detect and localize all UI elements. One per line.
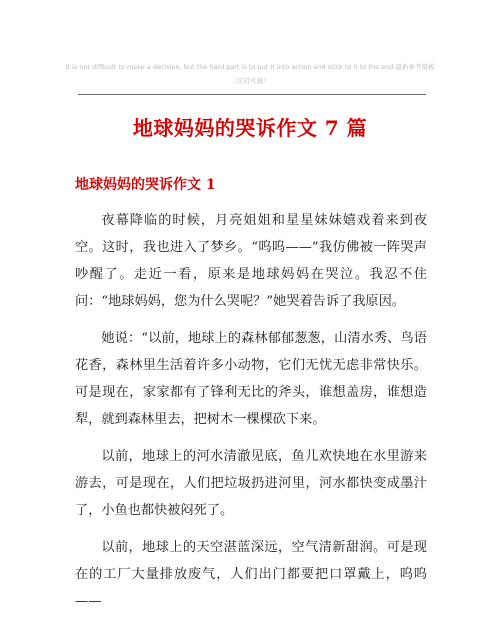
- essay-body: [75, 207, 427, 625]
- header-divider: [78, 94, 426, 95]
- page-header-note: It is not difficult to make a decision, but the hard part is to put it into action and stick to it to the end.最新参考模板（页眉可删）: [65, 63, 435, 85]
- document-title: 地球妈妈的哭诉作文 7 篇: [132, 116, 368, 140]
- paragraph: 她说：“以前，地球上的森林郁郁葱葱，山清水秀、鸟语花香，森林里生活着许多小动物，它们无忧无虑非常快乐。可是现在，家家都有了锋利无比的斧头，谁想盖房，谁想造犁，就到森林里去，把树木一棵棵砍下来。: [75, 331, 427, 427]
- paragraph: 以前，地球上的天空湛蓝深远，空气清新甜润。可是现在的工厂大量排放废气，人们出门都要把口罩戴上，呜呜——: [75, 540, 427, 609]
- paragraph: 以前，地球上的河水清澈见底，鱼儿欢快地在水里游来游去，可是现在，人们把垃圾扔进河里，河水都快变成墨汁了，小鱼也都快被闷死了。: [75, 449, 427, 518]
- paragraph: 夜幕降临的时候，月亮姐姐和星星妹妹嬉戏着来到夜空。这时，我也进入了梦乡。“呜呜——”我仿佛被一阵哭声吵醒了。走近一看，原来是地球妈妈在哭泣。我忍不住问：“地球妈妈，您为什么哭呢？”她哭着告诉了我原因。: [75, 213, 427, 309]
- section-heading: 地球妈妈的哭诉作文 1: [75, 177, 216, 193]
